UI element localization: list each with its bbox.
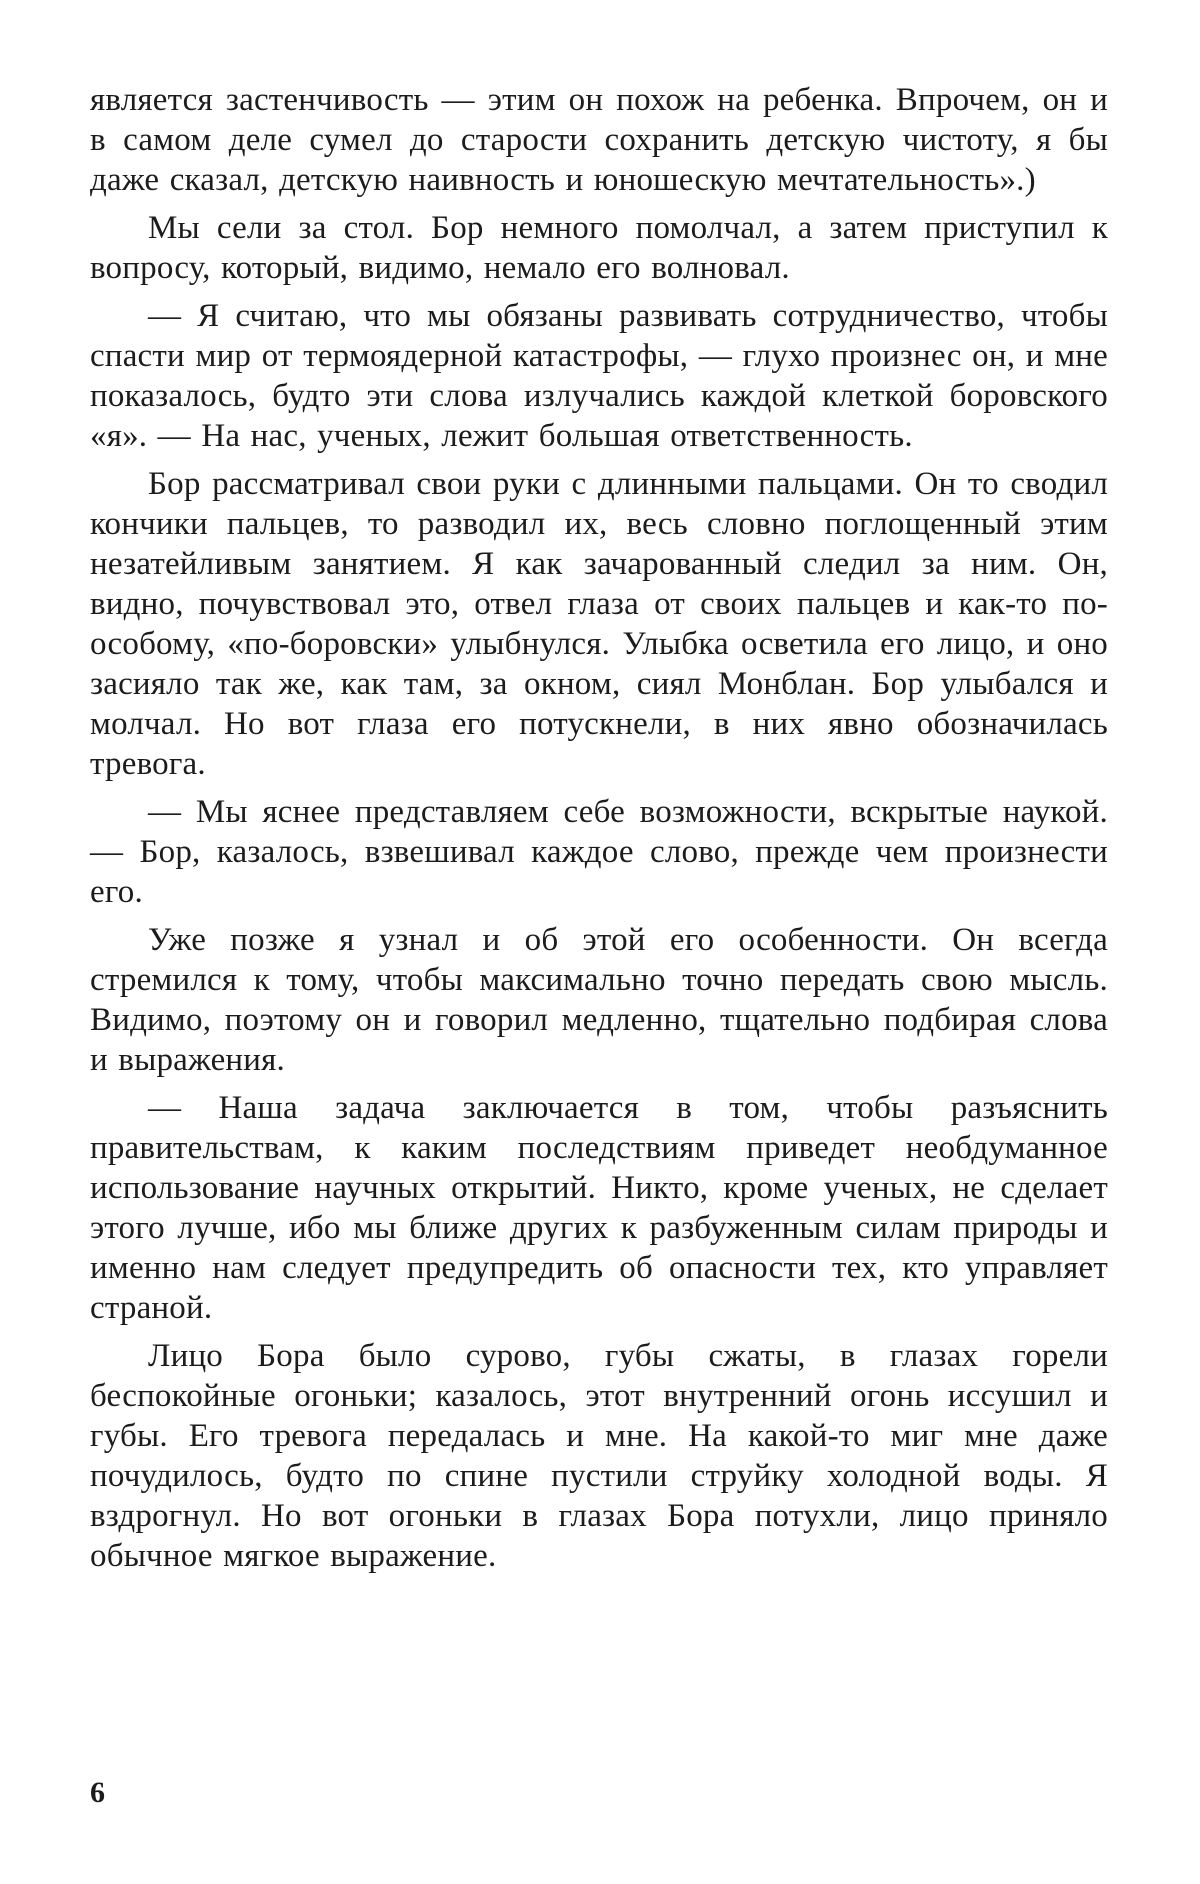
paragraph-5: — Мы яснее представляем себе возможности, вскрытые наукой. — Бор, казалось, взвешивал каждое слово, прежде чем произнести его. <box>90 794 1108 910</box>
paragraph-6: Уже позже я узнал и об этой его особенности. Он всегда стремился к тому, чтобы максимально точно передать свою мысль. Видимо, поэтому он и говорил медленно, тщательно подбирая слова и выражения. <box>90 922 1108 1078</box>
paragraph-1: является застенчивость — этим он похож на ребенка. Впрочем, он и в самом деле сумел до старости сохранить детскую чистоту, я бы даже сказал, детскую наивность и юношескую мечтательность».) <box>90 82 1108 198</box>
paragraph-3: — Я считаю, что мы обязаны развивать сотрудничество, чтобы спасти мир от термоядерной катастрофы, — глухо произнес он, и мне показалось, будто эти слова излучались каждой клеткой боровского «я». — На нас, ученых, лежит большая ответственность. <box>90 298 1108 454</box>
page-number: 6 <box>90 1776 105 1809</box>
paragraph-7: — Наша задача заключается в том, чтобы разъяснить правительствам, к каким последствиям приведет необдуманное использование научных открытий. Никто, кроме ученых, не сделает этого лучше, ибо мы ближе других к разбуженным силам природы и именно нам следует предупредить об опасности тех, кто управляет страной. <box>90 1090 1108 1326</box>
paragraph-2: Мы сели за стол. Бор немного помолчал, а затем приступил к вопросу, который, видимо, немало его волновал. <box>90 210 1108 286</box>
paragraph-4: Бор рассматривал свои руки с длинными пальцами. Он то сводил кончики пальцев, то разводил их, весь словно поглощенный этим незатейливым занятием. Я как зачарованный следил за ним. Он, видно, почувствовал это, отвел глаза от своих пальцев и как-то по-особому, «по-боровски» улыбнулся. Улыбка осветила его лицо, и оно засияло так же, как там, за окном, сиял Монблан. Бор улыбался и молчал. Но вот глаза его потускнели, в них явно обозначилась тревога. <box>90 466 1108 782</box>
page-body <box>90 80 1108 1576</box>
paragraph-8: Лицо Бора было сурово, губы сжаты, в глазах горели беспокойные огоньки; казалось, этот внутренний огонь иссушил и губы. Его тревога передалась и мне. На какой-то миг мне даже почудилось, будто по спине пустили струйку холодной воды. Я вздрогнул. Но вот огоньки в глазах Бора потухли, лицо приняло обычное мягкое выражение. <box>90 1338 1108 1574</box>
